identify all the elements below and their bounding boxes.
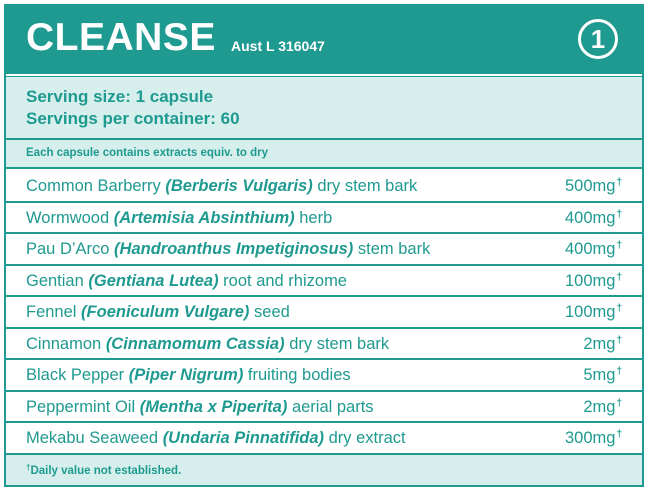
ingredient-amount: [565, 177, 622, 196]
ingredient-amount-mark: †: [616, 366, 622, 377]
ingredient-common-name: Mekabu Seaweed: [26, 429, 159, 447]
ingredient-row: [6, 329, 642, 361]
ingredient-name: [26, 366, 351, 385]
supplement-facts-panel: [4, 4, 644, 487]
ingredient-common-name: Common Barberry: [26, 177, 161, 195]
ingredient-part: herb: [299, 208, 333, 227]
ingredient-row: [6, 203, 642, 235]
ingredient-part: dry extract: [328, 429, 406, 447]
ingredient-name: [26, 303, 290, 322]
ingredient-latin-name: (Piper Nigrum): [128, 366, 244, 384]
ingredient-name: [26, 398, 374, 417]
ingredient-name: [26, 209, 332, 228]
ingredient-latin-name: (Cinnamomum Cassia): [105, 334, 285, 353]
contains-note: Each capsule contains extracts equiv. to dry: [26, 147, 269, 159]
ingredient-common-name: Peppermint Oil: [26, 397, 136, 416]
ingredient-latin-name: (Mentha x Piperita): [139, 397, 288, 416]
ingredient-row: [6, 392, 642, 424]
product-number-badge: [578, 19, 618, 59]
badge-number: 1: [590, 23, 606, 54]
ingredient-common-name: Pau D’Arco: [26, 240, 110, 258]
header-bar: [6, 6, 642, 74]
ingredient-amount-mark: †: [616, 397, 622, 409]
ingredient-part: aerial parts: [291, 397, 374, 416]
footnote: [26, 463, 181, 477]
contains-note-row: [6, 138, 642, 169]
ingredient-latin-name: (Gentiana Lutea): [88, 271, 219, 290]
ingredient-amount: [565, 429, 622, 448]
ingredient-latin-name: (Artemisia Absinthium): [113, 208, 295, 227]
ingredient-part: dry stem bark: [317, 177, 418, 195]
ingredient-amount-mark: †: [616, 208, 622, 220]
ingredient-row: [6, 360, 642, 392]
ingredient-row: [6, 171, 642, 203]
ingredient-common-name: Fennel: [26, 303, 77, 321]
ingredient-part: seed: [254, 303, 290, 321]
ingredient-amount-mark: †: [616, 271, 622, 283]
footnote-text: Daily value not established.: [30, 465, 182, 477]
ingredient-row: [6, 423, 642, 455]
footnote-row: [6, 455, 642, 485]
ingredient-amount: [583, 335, 622, 354]
ingredient-amount: [583, 398, 622, 417]
ingredient-name: [26, 177, 417, 196]
ingredient-name: [26, 429, 406, 448]
ingredient-amount-mark: †: [616, 303, 622, 314]
ingredient-amount-mark: †: [616, 177, 622, 188]
ingredient-amount-value: 100mg: [564, 271, 616, 290]
serving-info: [6, 76, 642, 138]
ingredient-name: [26, 335, 389, 354]
ingredient-latin-name: (Undaria Pinnatifida): [162, 429, 325, 447]
ingredient-latin-name: (Handroanthus Impetiginosus): [114, 240, 354, 258]
ingredient-name: [26, 272, 347, 291]
serving-size: Serving size: 1 capsule: [26, 87, 214, 106]
ingredient-row: [6, 234, 642, 266]
ingredient-latin-name: (Foeniculum Vulgare): [81, 303, 250, 321]
ingredient-amount: [583, 366, 622, 385]
ingredient-amount: [565, 303, 622, 322]
ingredient-amount-value: 300mg: [564, 429, 616, 447]
ingredient-amount: [565, 209, 622, 228]
aust-license-number: Aust L 316047: [231, 38, 325, 54]
ingredient-amount: [565, 240, 622, 259]
ingredient-amount-value: 2mg: [583, 397, 616, 416]
ingredient-amount-value: 500mg: [564, 177, 616, 195]
servings-per-container: Servings per container: 60: [26, 109, 240, 128]
ingredient-amount-value: 5mg: [583, 366, 616, 384]
ingredient-common-name: Black Pepper: [26, 366, 125, 384]
ingredient-part: root and rhizome: [223, 271, 347, 290]
ingredient-amount-mark: †: [616, 240, 622, 251]
ingredient-name: [26, 240, 430, 259]
ingredient-amount-value: 400mg: [564, 208, 616, 227]
ingredient-amount-value: 400mg: [564, 240, 616, 258]
ingredient-row: [6, 266, 642, 298]
product-title: CLEANSE: [26, 16, 216, 59]
ingredient-part: fruiting bodies: [247, 366, 351, 384]
footnote-mark: †: [26, 463, 31, 472]
ingredient-common-name: Wormwood: [26, 208, 110, 227]
ingredient-amount-value: 100mg: [564, 303, 616, 321]
ingredient-common-name: Cinnamon: [26, 334, 102, 353]
ingredient-latin-name: (Berberis Vulgaris): [165, 177, 313, 195]
ingredient-amount-value: 2mg: [583, 334, 616, 353]
ingredient-row: [6, 297, 642, 329]
ingredient-part: stem bark: [357, 240, 431, 258]
ingredient-amount-mark: †: [616, 429, 622, 440]
ingredient-part: dry stem bark: [289, 334, 390, 353]
ingredient-common-name: Gentian: [26, 271, 84, 290]
ingredient-amount: [565, 272, 622, 291]
ingredient-amount-mark: †: [616, 334, 622, 346]
